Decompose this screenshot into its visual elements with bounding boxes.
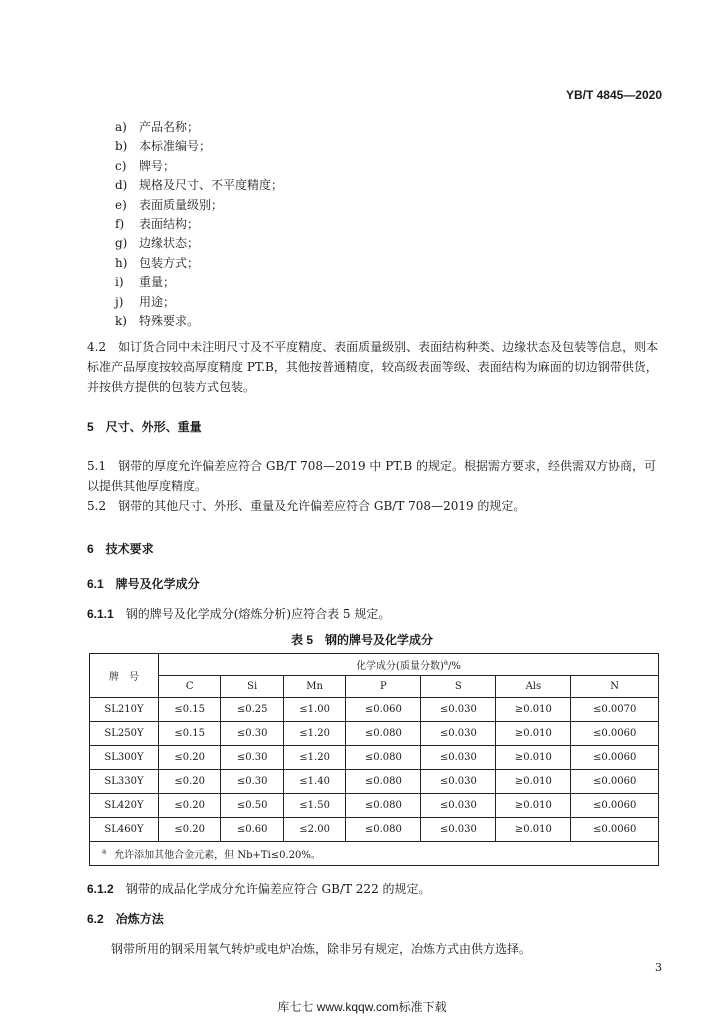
table-footnote-row	[90, 842, 659, 866]
composition-cell: ≤0.25	[221, 698, 283, 722]
list-item	[115, 157, 283, 176]
composition-cell: ≤0.20	[159, 794, 221, 818]
element-column-header: Mn	[283, 676, 345, 698]
list-item-text: 包装方式；	[139, 255, 200, 270]
list-item	[115, 176, 283, 195]
list-item-text: 边缘状态；	[139, 236, 200, 251]
composition-cell: ≤0.080	[346, 818, 421, 842]
composition-cell: ≤0.20	[159, 818, 221, 842]
table-row	[90, 794, 659, 818]
composition-cell: ≥0.010	[496, 794, 571, 818]
composition-cell: ≤0.0070	[571, 698, 659, 722]
table-row	[90, 746, 659, 770]
clause-6-1-2	[87, 880, 431, 897]
clause-6-1-2-text: 钢带的成品化学成分允许偏差应符合 GB/T 222 的规定。	[125, 882, 431, 896]
composition-cell: ≤0.030	[421, 746, 496, 770]
composition-cell: ≤1.50	[283, 794, 345, 818]
list-item-text: 规格及尺寸、不平度精度；	[139, 178, 284, 193]
list-item-text: 牌号；	[139, 158, 176, 173]
clause-6-2: 钢带所用的钢采用氧气转炉或电炉冶炼，除非另有规定，冶炼方式由供方选择。	[111, 942, 532, 956]
table-row	[90, 722, 659, 746]
composition-cell: ≤0.15	[159, 698, 221, 722]
composition-cell: ≤0.0060	[571, 746, 659, 770]
footnote-text: 允许添加其他合金元素，但 Nb+Ti≤0.20%。	[114, 850, 321, 861]
clause-6-1-1	[87, 605, 390, 622]
composition-cell: ≤1.20	[283, 746, 345, 770]
list-item	[115, 273, 283, 292]
list-item-text: 产品名称；	[139, 120, 200, 134]
table-5-caption: 表 5 钢的牌号及化学成分	[290, 633, 433, 647]
clause-5-2: 5.2 钢带的其他尺寸、外形、重量及允许偏差应符合 GB/T 708—2019 的规定。	[87, 499, 526, 513]
chemical-composition-table	[89, 653, 659, 866]
grade-cell: SL250Y	[90, 722, 159, 746]
list-item	[115, 254, 283, 273]
element-column-header: N	[571, 676, 659, 698]
page-number: 3	[655, 961, 662, 974]
composition-cell: ≤0.15	[159, 722, 221, 746]
list-item-label: b)	[115, 139, 128, 154]
list-item	[115, 196, 283, 215]
list-item	[115, 137, 283, 156]
list-item-text: 表面结构；	[139, 217, 200, 232]
list-item-text: 表面质量级别；	[139, 197, 224, 212]
composition-cell: ≤0.030	[421, 722, 496, 746]
list-item-text: 本标准编号；	[139, 139, 212, 154]
table-row	[90, 770, 659, 794]
list-item-label: d)	[115, 178, 128, 193]
composition-cell: ≤0.080	[346, 746, 421, 770]
grade-cell: SL210Y	[90, 698, 159, 722]
element-column-header: Als	[496, 676, 571, 698]
clause-6-1-1-text: 钢的牌号及化学成分(熔炼分析)应符合表 5 规定。	[125, 607, 391, 621]
section-6-2-number: 6.2	[87, 912, 104, 926]
list-item-text: 用途；	[139, 294, 176, 309]
composition-cell: ≤0.30	[221, 722, 283, 746]
footnote-marker: a	[102, 847, 107, 856]
composition-cell: ≤0.0060	[571, 770, 659, 794]
grade-cell: SL460Y	[90, 818, 159, 842]
composition-cell: ≤2.00	[283, 818, 345, 842]
list-item-text: 重量；	[139, 275, 176, 290]
list-item-text: 特殊要求。	[139, 314, 200, 329]
list-item	[115, 215, 283, 234]
element-column-header: Si	[221, 676, 283, 698]
composition-cell: ≥0.010	[496, 770, 571, 794]
composition-cell: ≤0.30	[221, 746, 283, 770]
element-column-header: S	[421, 676, 496, 698]
composition-header: 化学成分(质量分数)$^a$/%	[159, 654, 659, 676]
composition-cell: ≤1.00	[283, 698, 345, 722]
section-6-1-heading: 6.1 牌号及化学成分	[87, 577, 200, 591]
section-6-heading: 6 技术要求	[87, 542, 154, 556]
list-item-label: c)	[115, 158, 127, 173]
order-items-list	[115, 118, 283, 331]
clause-6-1-2-number: 6.1.2	[87, 882, 114, 896]
composition-cell: ≤0.030	[421, 818, 496, 842]
list-item-label: j)	[115, 294, 124, 309]
composition-cell: ≤0.030	[421, 698, 496, 722]
list-item-label: i)	[115, 275, 124, 290]
list-item	[115, 293, 283, 312]
clause-4-2: 4.2 如订货合同中未注明尺寸及不平度精度、表面质量级别、表面结构种类、边缘状态及包装等信息，则本标准产品厚度按较高厚度精度 PT.B，其他按普通精度，较高级表面等级、表面结构为麻面的切边钢带供货，并按供方提供的包装方式包装。	[87, 340, 659, 394]
composition-cell: ≥0.010	[496, 722, 571, 746]
grade-cell: SL300Y	[90, 746, 159, 770]
clause-6-1-1-number: 6.1.1	[87, 607, 114, 621]
list-item-label: h)	[115, 255, 128, 270]
list-item	[115, 234, 283, 253]
composition-cell: ≥0.010	[496, 698, 571, 722]
composition-cell: ≥0.010	[496, 818, 571, 842]
list-item-label: e)	[115, 197, 127, 212]
element-column-header: P	[346, 676, 421, 698]
composition-cell: ≤0.080	[346, 770, 421, 794]
document-code-header: YB/T 4845—2020	[565, 88, 662, 102]
list-item-label: f)	[115, 217, 125, 232]
composition-cell: ≤0.0060	[571, 818, 659, 842]
table-row	[90, 818, 659, 842]
grade-cell: SL330Y	[90, 770, 159, 794]
list-item-label: k)	[115, 314, 127, 329]
list-item-label: a)	[115, 120, 127, 134]
composition-cell: ≥0.010	[496, 746, 571, 770]
composition-cell: ≤0.50	[221, 794, 283, 818]
composition-cell: ≤0.20	[159, 770, 221, 794]
composition-cell: ≤0.20	[159, 746, 221, 770]
composition-cell: ≤0.30	[221, 770, 283, 794]
composition-cell: ≤0.080	[346, 722, 421, 746]
composition-cell: ≤0.0060	[571, 794, 659, 818]
table-row	[90, 698, 659, 722]
grade-column-header: 牌 号	[90, 654, 159, 698]
list-item-label: g)	[115, 236, 128, 251]
section-6-2-title: 冶炼方法	[115, 912, 164, 926]
list-item	[115, 312, 283, 331]
clause-5-1: 5.1 钢带的厚度允许偏差应符合 GB/T 708—2019 中 PT.B 的规定。根据需方要求，经供需双方协商，可以提供其他厚度精度。	[87, 459, 657, 493]
composition-cell: ≤1.20	[283, 722, 345, 746]
composition-cell: ≤0.030	[421, 794, 496, 818]
composition-cell: ≤0.0060	[571, 722, 659, 746]
element-column-header: C	[159, 676, 221, 698]
grade-cell: SL420Y	[90, 794, 159, 818]
watermark-footer: 库七七 www.kqqw.com标准下载	[277, 1000, 447, 1014]
composition-cell: ≤1.40	[283, 770, 345, 794]
section-5-heading: 5 尺寸、外形、重量	[87, 420, 202, 434]
composition-cell: ≤0.080	[346, 794, 421, 818]
table-footnote	[90, 842, 659, 866]
composition-cell: ≤0.060	[346, 698, 421, 722]
section-6-2-heading	[87, 910, 164, 927]
list-item	[115, 118, 283, 137]
composition-cell: ≤0.030	[421, 770, 496, 794]
composition-cell: ≤0.60	[221, 818, 283, 842]
